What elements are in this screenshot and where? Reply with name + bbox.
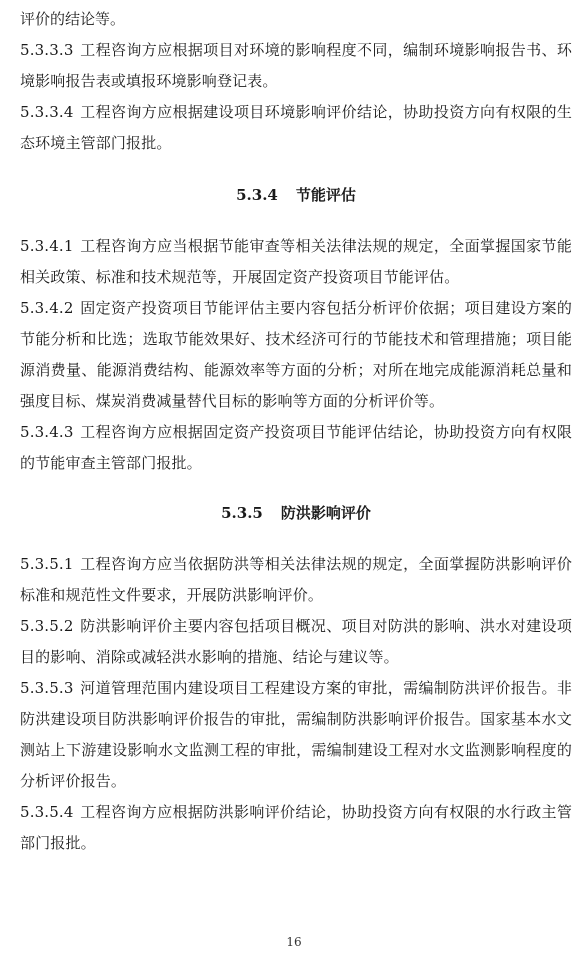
clause-text: 工程咨询方应当根据节能审查等相关法律法规的规定，全面掌握国家节能相关政策、标准和技术规范等，开展固定资产投资项目节能评估。	[20, 237, 572, 286]
clause-number: 5.3.5.1	[20, 555, 74, 573]
clause-5-3-3-3	[20, 35, 572, 97]
page-number: 16	[286, 935, 302, 949]
clause-number: 5.3.5.2	[20, 617, 74, 635]
continuation-text: 评价的结论等。	[20, 10, 126, 28]
document-body	[20, 4, 572, 859]
section-title: 防洪影响评价	[280, 504, 371, 522]
clause-number: 5.3.4.1	[20, 237, 74, 255]
clause-5-3-3-4	[20, 97, 572, 159]
clause-5-3-4-1	[20, 231, 572, 293]
clause-number: 5.3.4.3	[20, 423, 74, 441]
clause-number: 5.3.5.3	[20, 679, 74, 697]
clause-text: 工程咨询方应当依据防洪等相关法律法规的规定，全面掌握防洪影响评价标准和规范性文件要求，开展防洪影响评价。	[20, 555, 572, 604]
clause-number: 5.3.3.4	[20, 103, 74, 121]
section-title: 节能评估	[295, 186, 356, 204]
clause-text: 固定资产投资项目节能评估主要内容包括分析评价依据；项目建设方案的节能分析和比选；选取节能效果好、技术经济可行的节能技术和管理措施；项目能源消费量、能源消费结构、能源效率等方面的分析；对所在地完成能源消耗总量和强度目标、煤炭消费减量替代目标的影响等方面的分析评价等。	[20, 299, 572, 410]
clause-5-3-5-1	[20, 549, 572, 611]
clause-text: 防洪影响评价主要内容包括项目概况、项目对防洪的影响、洪水对建设项目的影响、消除或减轻洪水影响的措施、结论与建议等。	[20, 617, 572, 666]
section-number: 5.3.4	[236, 186, 278, 204]
clause-5-3-5-4	[20, 797, 572, 859]
clause-text: 河道管理范围内建设项目工程建设方案的审批，需编制防洪评价报告。非防洪建设项目防洪影响评价报告的审批，需编制防洪影响评价报告。国家基本水文测站上下游建设影响水文监测工程的审批，需编制建设工程对水文监测影响程度的分析评价报告。	[20, 679, 572, 790]
section-number: 5.3.5	[221, 504, 263, 522]
clause-5-3-5-3	[20, 673, 572, 797]
clause-5-3-5-2	[20, 611, 572, 673]
clause-number: 5.3.4.2	[20, 299, 74, 317]
clause-text: 工程咨询方应根据固定资产投资项目节能评估结论，协助投资方向有权限的节能审查主管部门报批。	[20, 423, 572, 472]
section-heading-5-3-5	[20, 498, 572, 529]
clause-text: 工程咨询方应根据项目对环境的影响程度不同，编制环境影响报告书、环境影响报告表或填报环境影响登记表。	[20, 41, 572, 90]
clause-text: 工程咨询方应根据建设项目环境影响评价结论，协助投资方向有权限的生态环境主管部门报批。	[20, 103, 572, 152]
clause-5-3-4-2	[20, 293, 572, 417]
section-heading-5-3-4	[20, 180, 572, 211]
clause-number: 5.3.5.4	[20, 803, 74, 821]
clause-text: 工程咨询方应根据防洪影响评价结论，协助投资方向有权限的水行政主管部门报批。	[20, 803, 572, 852]
clause-5-3-4-3	[20, 417, 572, 479]
clause-number: 5.3.3.3	[20, 41, 74, 59]
